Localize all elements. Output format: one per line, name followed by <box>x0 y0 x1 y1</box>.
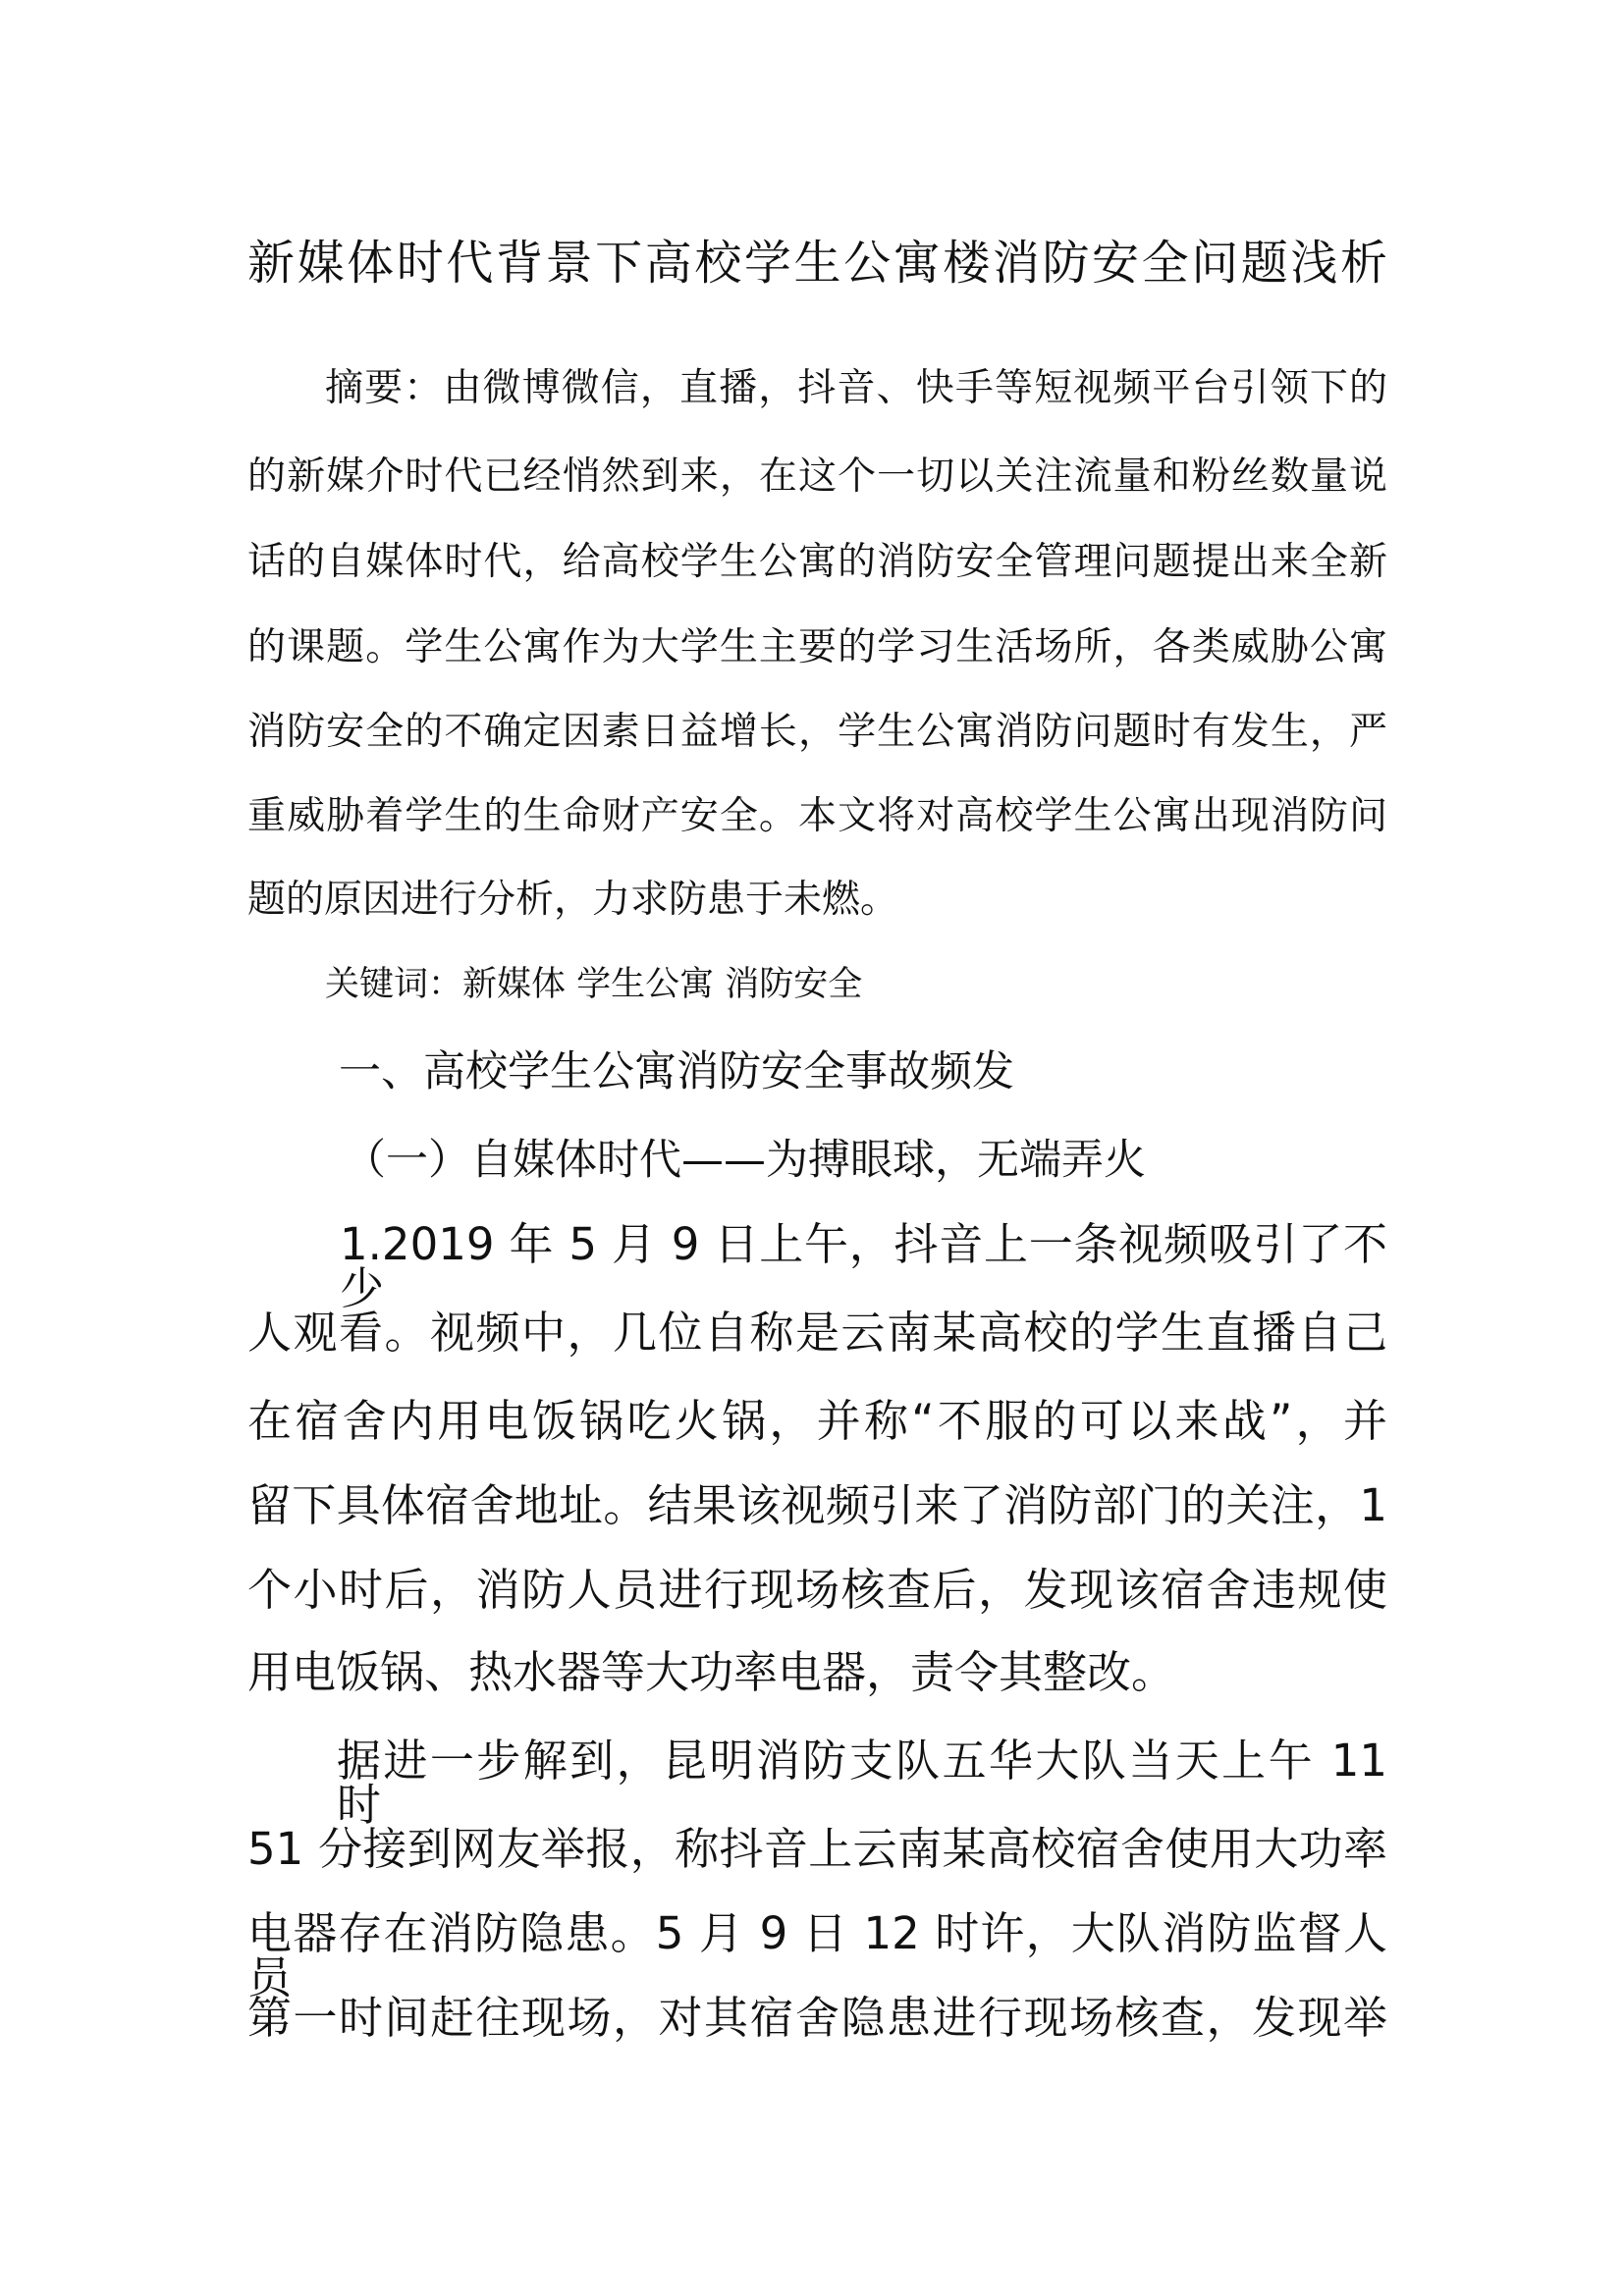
paragraph-line: 人观看。视频中，几位自称是云南某高校的学生直播自己 <box>247 1307 1387 1359</box>
paragraph-line: 1.2019 年 5 月 9 日上午，抖音上一条视频吸引了不少 <box>340 1218 1387 1314</box>
paragraph-line: 51 分接到网友举报，称抖音上云南某高校宿舍使用大功率 <box>247 1823 1387 1875</box>
paragraph-line: 在宿舍内用电饭锅吃火锅，并称“不服的可以来战”，并 <box>247 1395 1387 1447</box>
abstract-line: 摘要：由微博微信，直播，抖音、快手等短视频平台引领下的 <box>325 366 1387 410</box>
abstract-line: 消防安全的不确定因素日益增长，学生公寓消防问题时有发生，严 <box>247 710 1387 754</box>
abstract-line: 话的自媒体时代，给高校学生公寓的消防安全管理问题提出来全新 <box>247 540 1387 584</box>
paragraph-line: 据进一步解到，昆明消防支队五华大队当天上午 11 时 <box>337 1735 1387 1831</box>
abstract-line: 题的原因进行分析，力求防患于未燃。 <box>247 878 899 922</box>
paragraph-line: 第一时间赶往现场，对其宿舍隐患进行现场核查，发现举 <box>247 1992 1387 2044</box>
paragraph-line: 个小时后，消防人员进行现场核查后，发现该宿舍违规使 <box>247 1564 1387 1616</box>
abstract-line: 的课题。学生公寓作为大学生主要的学习生活场所，各类威胁公寓 <box>247 625 1387 669</box>
paragraph-line: 留下具体宿舍地址。结果该视频引来了消防部门的关注，1 <box>247 1479 1387 1531</box>
paragraph-line: 电器存在消防隐患。5 月 9 日 12 时许，大队消防监督人员 <box>247 1907 1387 2003</box>
section-heading: 一、高校学生公寓消防安全事故频发 <box>339 1047 1014 1096</box>
abstract-line: 的新媒介时代已经悄然到来，在这个一切以关注流量和粉丝数量说 <box>247 454 1387 499</box>
paragraph-line: 用电饭锅、热水器等大功率电器，责令其整改。 <box>247 1646 1176 1698</box>
subsection-heading: （一）自媒体时代——为搏眼球，无端弄火 <box>344 1136 1146 1185</box>
document-title: 新媒体时代背景下高校学生公寓楼消防安全问题浅析 <box>247 236 1387 291</box>
keywords: 关键词：新媒体 学生公寓 消防安全 <box>325 965 863 1004</box>
abstract-line: 重威胁着学生的生命财产安全。本文将对高校学生公寓出现消防问 <box>247 794 1387 838</box>
